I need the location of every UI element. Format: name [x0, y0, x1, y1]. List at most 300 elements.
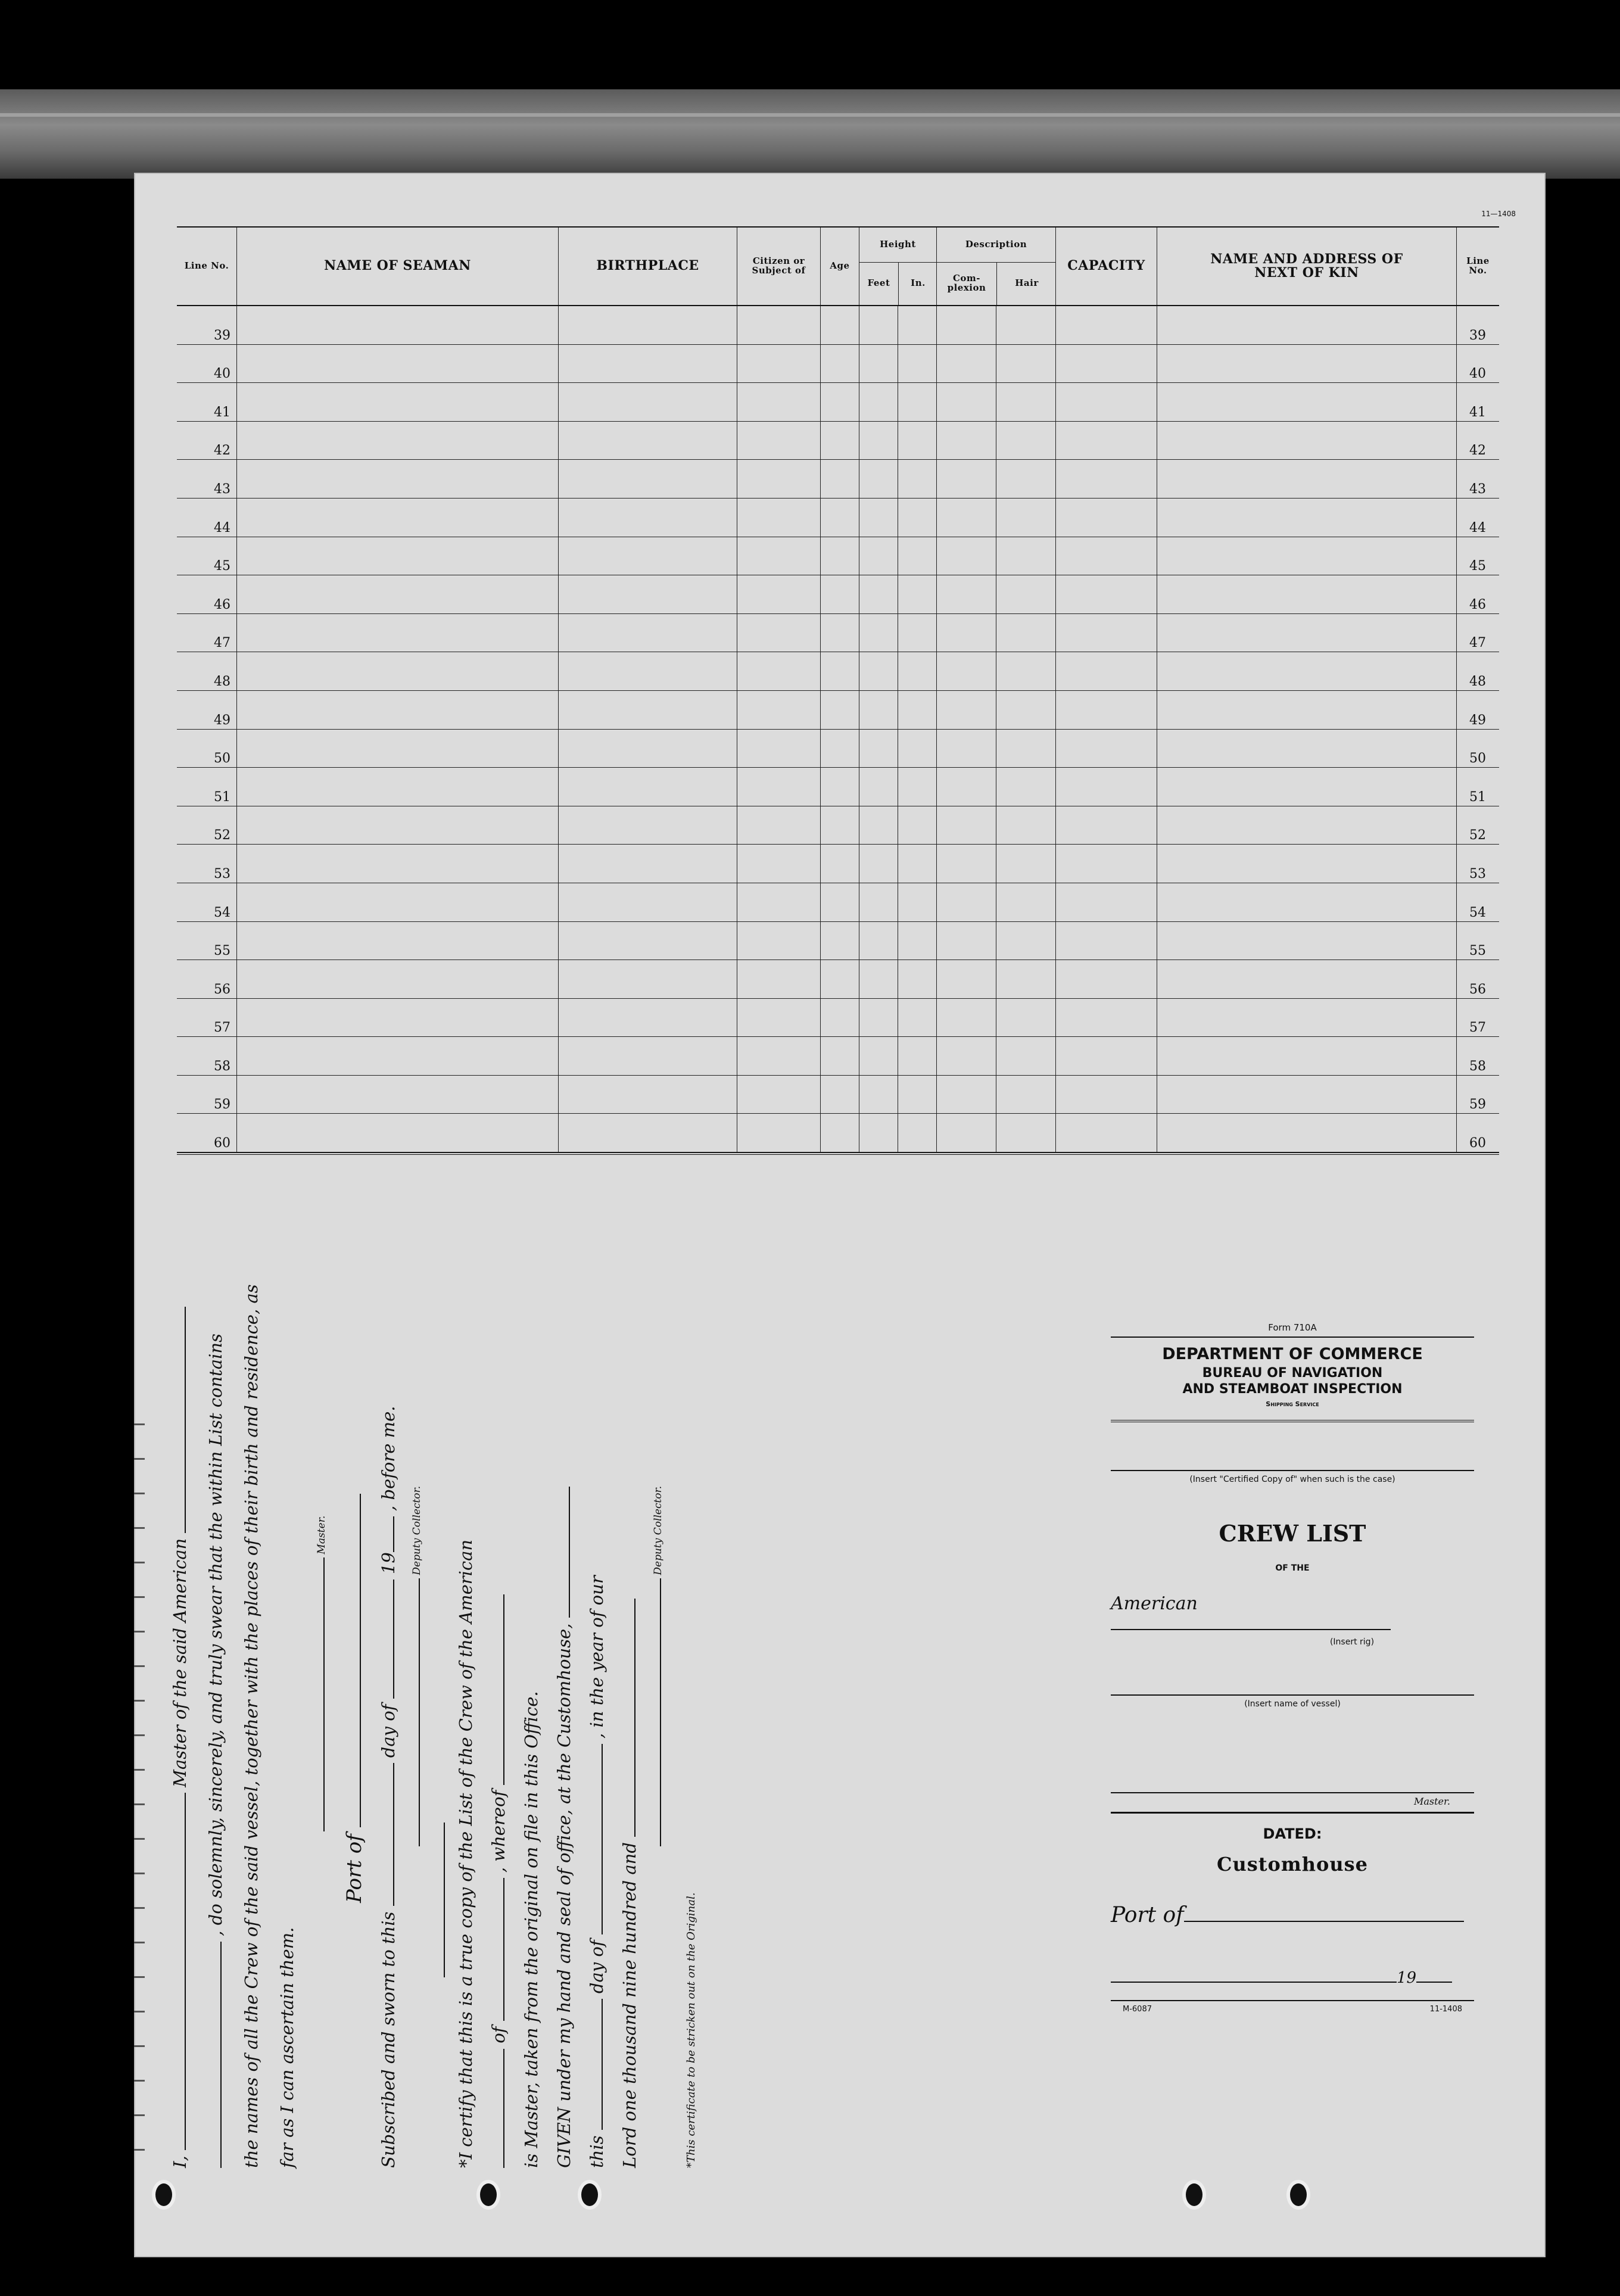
table-cell[interactable] — [1157, 422, 1456, 460]
table-cell[interactable] — [737, 883, 820, 921]
table-cell[interactable] — [737, 499, 820, 537]
margin-tick — [134, 1803, 145, 1805]
table-row — [177, 1037, 1499, 1076]
table-cell[interactable] — [820, 768, 859, 806]
table-cell[interactable] — [1055, 383, 1157, 421]
table-cell[interactable] — [898, 1076, 936, 1114]
punch-hole — [1286, 2180, 1310, 2210]
line-number-left: 60 — [214, 1136, 230, 1151]
table-cell[interactable] — [1055, 537, 1157, 575]
table-cell[interactable] — [820, 1076, 859, 1114]
table-cell[interactable] — [737, 422, 820, 460]
table-cell[interactable] — [236, 422, 558, 460]
table-cell[interactable] — [1157, 730, 1456, 768]
bureau-line-1: BUREAU OF NAVIGATION — [1202, 1366, 1383, 1381]
table-cell[interactable] — [898, 652, 936, 690]
given-place-blank[interactable] — [569, 1487, 570, 1618]
table-cell[interactable] — [236, 383, 558, 421]
table-cell[interactable] — [1157, 652, 1456, 690]
table-cell[interactable] — [236, 306, 558, 344]
code-left: M-6087 — [1123, 2005, 1152, 2014]
table-cell[interactable] — [1055, 806, 1157, 845]
table-cell[interactable] — [996, 691, 1055, 729]
table-cell[interactable] — [236, 960, 558, 998]
table-cell[interactable] — [236, 845, 558, 883]
table-cell[interactable] — [898, 768, 936, 806]
table-cell[interactable] — [936, 999, 996, 1037]
table-cell[interactable] — [1055, 999, 1157, 1037]
table-cell[interactable] — [859, 345, 898, 383]
table-cell[interactable] — [1157, 460, 1456, 498]
table-cell[interactable] — [1157, 768, 1456, 806]
table-cell[interactable] — [996, 306, 1055, 344]
table-cell[interactable] — [1055, 652, 1157, 690]
table-cell[interactable] — [936, 768, 996, 806]
table-cell[interactable] — [996, 806, 1055, 845]
table-cell[interactable] — [558, 575, 737, 613]
table-cell[interactable] — [859, 1076, 898, 1114]
table-cell[interactable] — [859, 1114, 898, 1152]
table-cell[interactable] — [1055, 614, 1157, 652]
table-cell[interactable] — [1055, 306, 1157, 344]
table-cell[interactable] — [1157, 614, 1456, 652]
table-cell[interactable] — [558, 460, 737, 498]
table-cell[interactable] — [898, 922, 936, 960]
table-cell[interactable] — [936, 1076, 996, 1114]
punch-hole — [476, 2180, 500, 2210]
table-cell[interactable] — [859, 499, 898, 537]
header-hair: Hair — [996, 262, 1057, 305]
affidavit-deputy-1 — [411, 1486, 423, 1846]
table-cell[interactable] — [936, 806, 996, 845]
table-cell[interactable] — [558, 383, 737, 421]
table-cell[interactable] — [1157, 806, 1456, 845]
table-cell[interactable] — [936, 422, 996, 460]
master-name-blank[interactable] — [185, 1793, 186, 2150]
table-cell[interactable] — [898, 575, 936, 613]
certified-copy-blank[interactable] — [1111, 1470, 1474, 1471]
table-cell[interactable] — [820, 499, 859, 537]
table-cell[interactable] — [558, 730, 737, 768]
table-cell[interactable] — [236, 922, 558, 960]
table-cell[interactable] — [936, 383, 996, 421]
table-cell[interactable] — [996, 999, 1055, 1037]
table-cell[interactable] — [558, 999, 737, 1037]
this-day-blank[interactable] — [602, 1999, 603, 2130]
table-cell[interactable] — [936, 345, 996, 383]
table-cell[interactable] — [1055, 922, 1157, 960]
crew-list-page — [134, 173, 1546, 2257]
table-cell[interactable] — [236, 730, 558, 768]
table-cell[interactable] — [898, 960, 936, 998]
margin-tick — [134, 1527, 145, 1529]
table-cell[interactable] — [859, 960, 898, 998]
table-cell[interactable] — [936, 922, 996, 960]
table-cell[interactable] — [1157, 575, 1456, 613]
table-cell[interactable] — [737, 768, 820, 806]
header-complexion: Com-plexion — [947, 273, 986, 293]
table-cell[interactable] — [737, 575, 820, 613]
table-cell[interactable] — [1055, 1114, 1157, 1152]
table-cell[interactable] — [898, 1037, 936, 1075]
table-cell[interactable] — [558, 306, 737, 344]
table-cell[interactable] — [737, 730, 820, 768]
vessel-name-blank[interactable] — [220, 1942, 222, 2168]
table-cell[interactable] — [859, 575, 898, 613]
certify-port-blank[interactable] — [503, 1878, 504, 2021]
shipping-service: Shipping Service — [1266, 1400, 1319, 1408]
table-cell[interactable] — [1157, 960, 1456, 998]
deputy-collector-label-2: Deputy Collector. — [652, 1485, 664, 1575]
table-cell[interactable] — [898, 383, 936, 421]
table-cell[interactable] — [236, 1037, 558, 1075]
table-row — [177, 537, 1499, 576]
table-cell[interactable] — [820, 575, 859, 613]
table-cell[interactable] — [996, 575, 1055, 613]
table-cell[interactable] — [820, 922, 859, 960]
table-cell[interactable] — [859, 1037, 898, 1075]
table-cell[interactable] — [558, 691, 737, 729]
table-cell[interactable] — [1055, 960, 1157, 998]
subscribed-day-blank[interactable] — [393, 1763, 394, 1906]
table-cell[interactable] — [996, 1037, 1055, 1075]
line-number-right: 53 — [1469, 866, 1486, 881]
table-cell[interactable] — [936, 960, 996, 998]
table-cell[interactable] — [1157, 537, 1456, 575]
table-cell[interactable] — [898, 730, 936, 768]
table-cell[interactable] — [1157, 1037, 1456, 1075]
table-cell[interactable] — [898, 614, 936, 652]
table-row — [177, 345, 1499, 384]
table-cell[interactable] — [558, 960, 737, 998]
vessel-type-blank[interactable] — [185, 1307, 186, 1533]
panel-mid-rule — [1111, 1812, 1474, 1814]
table-cell[interactable] — [820, 691, 859, 729]
table-cell[interactable] — [936, 652, 996, 690]
day-of-label: day of — [378, 1704, 398, 1758]
table-cell[interactable] — [1055, 422, 1157, 460]
table-cell[interactable] — [558, 806, 737, 845]
table-cell[interactable] — [936, 845, 996, 883]
affidavit-given — [554, 1487, 574, 2168]
table-cell[interactable] — [737, 306, 820, 344]
table-cell[interactable] — [859, 422, 898, 460]
line-number-left: 41 — [214, 404, 230, 420]
table-cell[interactable] — [898, 806, 936, 845]
punch-hole — [1182, 2180, 1206, 2210]
table-cell[interactable] — [996, 422, 1055, 460]
table-cell[interactable] — [996, 768, 1055, 806]
table-cell[interactable] — [1157, 345, 1456, 383]
margin-tick — [134, 1596, 145, 1598]
table-cell[interactable] — [996, 730, 1055, 768]
table-cell[interactable] — [936, 460, 996, 498]
table-cell[interactable] — [996, 614, 1055, 652]
affidavit-of-whereof — [488, 1594, 509, 2168]
table-cell[interactable] — [1055, 1076, 1157, 1114]
table-row — [177, 652, 1499, 691]
table-cell[interactable] — [898, 499, 936, 537]
table-cell[interactable] — [996, 345, 1055, 383]
table-cell[interactable] — [558, 1037, 737, 1075]
table-cell[interactable] — [859, 614, 898, 652]
table-cell[interactable] — [820, 1114, 859, 1152]
table-cell[interactable] — [859, 730, 898, 768]
panel-date-blank[interactable] — [1111, 1982, 1397, 1983]
table-cell[interactable] — [996, 1114, 1055, 1152]
subscribed-year-blank[interactable] — [393, 1516, 394, 1552]
table-cell[interactable] — [859, 845, 898, 883]
table-cell[interactable] — [236, 768, 558, 806]
table-cell[interactable] — [1055, 499, 1157, 537]
table-cell[interactable] — [236, 652, 558, 690]
table-cell[interactable] — [820, 883, 859, 921]
table-cell[interactable] — [898, 883, 936, 921]
lord-year-blank[interactable] — [634, 1599, 635, 1837]
table-cell[interactable] — [936, 691, 996, 729]
table-cell[interactable] — [236, 1114, 558, 1152]
table-cell[interactable] — [898, 345, 936, 383]
table-cell[interactable] — [820, 730, 859, 768]
table-row — [177, 768, 1499, 806]
table-cell[interactable] — [859, 883, 898, 921]
table-cell[interactable] — [1157, 999, 1456, 1037]
table-cell[interactable] — [1055, 575, 1157, 613]
table-cell[interactable] — [737, 1114, 820, 1152]
table-cell[interactable] — [236, 999, 558, 1037]
table-cell[interactable] — [737, 537, 820, 575]
line-number-right: 46 — [1469, 597, 1486, 612]
table-cell[interactable] — [236, 460, 558, 498]
table-cell[interactable] — [1157, 845, 1456, 883]
table-cell[interactable] — [558, 768, 737, 806]
table-cell[interactable] — [996, 499, 1055, 537]
table-cell[interactable] — [820, 845, 859, 883]
rig-blank[interactable] — [1111, 1629, 1391, 1630]
table-cell[interactable] — [737, 1076, 820, 1114]
table-cell[interactable] — [558, 652, 737, 690]
deputy-signature-blank-2[interactable] — [660, 1578, 661, 1846]
line-number-right: 55 — [1469, 943, 1486, 959]
table-cell[interactable] — [936, 730, 996, 768]
table-cell[interactable] — [996, 537, 1055, 575]
table-cell[interactable] — [737, 652, 820, 690]
this-month-blank[interactable] — [602, 1744, 603, 1934]
table-cell[interactable] — [898, 999, 936, 1037]
table-cell[interactable] — [737, 614, 820, 652]
lord-text: Lord one thousand nine hundred and — [619, 1842, 640, 2168]
bureau-line-2: AND STEAMBOAT INSPECTION — [1182, 1382, 1403, 1397]
table-cell[interactable] — [859, 383, 898, 421]
table-cell[interactable] — [737, 383, 820, 421]
table-cell[interactable] — [820, 460, 859, 498]
table-cell[interactable] — [820, 960, 859, 998]
table-row — [177, 614, 1499, 653]
table-cell[interactable] — [859, 691, 898, 729]
american-label: American — [1111, 1593, 1198, 1614]
table-cell[interactable] — [1055, 883, 1157, 921]
table-cell[interactable] — [236, 806, 558, 845]
table-cell[interactable] — [558, 499, 737, 537]
table-cell[interactable] — [859, 806, 898, 845]
port-blank[interactable] — [360, 1494, 361, 1827]
table-cell[interactable] — [737, 691, 820, 729]
table-cell[interactable] — [996, 652, 1055, 690]
table-cell[interactable] — [820, 652, 859, 690]
table-cell[interactable] — [820, 345, 859, 383]
table-cell[interactable] — [236, 537, 558, 575]
table-cell[interactable] — [996, 960, 1055, 998]
table-cell[interactable] — [558, 922, 737, 960]
table-cell[interactable] — [1055, 845, 1157, 883]
table-cell[interactable] — [1157, 691, 1456, 729]
table-cell[interactable] — [898, 845, 936, 883]
master-blank[interactable] — [1111, 1792, 1474, 1793]
deputy-signature-blank-1[interactable] — [419, 1578, 420, 1846]
table-cell[interactable] — [859, 768, 898, 806]
table-cell[interactable] — [737, 345, 820, 383]
table-cell[interactable] — [236, 499, 558, 537]
table-cell[interactable] — [936, 306, 996, 344]
table-cell[interactable] — [737, 1037, 820, 1075]
table-cell[interactable] — [898, 1114, 936, 1152]
vessel-name-blank[interactable] — [1111, 1694, 1474, 1696]
table-cell[interactable] — [737, 922, 820, 960]
table-cell[interactable] — [936, 1114, 996, 1152]
line-number-right: 56 — [1469, 982, 1486, 997]
table-cell[interactable] — [936, 614, 996, 652]
table-cell[interactable] — [558, 845, 737, 883]
whereof-blank[interactable] — [503, 1594, 504, 1785]
table-cell[interactable] — [936, 575, 996, 613]
table-cell[interactable] — [1157, 1076, 1456, 1114]
margin-tick — [134, 1665, 145, 1667]
insert-certified-note: (Insert "Certified Copy of" when such is the case) — [1189, 1475, 1395, 1484]
table-row — [177, 1114, 1499, 1152]
table-cell[interactable] — [1055, 345, 1157, 383]
affidavit-master-signature — [316, 1516, 328, 1831]
table-cell[interactable] — [737, 460, 820, 498]
affidavit-i: I, — [170, 2155, 190, 2168]
table-cell[interactable] — [1157, 499, 1456, 537]
table-cell[interactable] — [737, 960, 820, 998]
table-cell[interactable] — [936, 537, 996, 575]
table-cell[interactable] — [236, 575, 558, 613]
table-cell[interactable] — [558, 883, 737, 921]
margin-tick — [134, 1423, 145, 1425]
table-cell[interactable] — [859, 999, 898, 1037]
panel-port-blank[interactable] — [1184, 1921, 1464, 1922]
affidavit-block — [152, 1221, 986, 2174]
table-cell[interactable] — [236, 883, 558, 921]
table-cell[interactable] — [820, 1037, 859, 1075]
table-cell[interactable] — [820, 306, 859, 344]
table-cell[interactable] — [859, 306, 898, 344]
panel-year-blank[interactable] — [1416, 1982, 1452, 1983]
line-number-left: 51 — [214, 789, 230, 805]
table-cell[interactable] — [737, 806, 820, 845]
table-cell[interactable] — [558, 422, 737, 460]
margin-tick — [134, 1458, 145, 1460]
table-cell[interactable] — [859, 652, 898, 690]
table-cell[interactable] — [996, 1076, 1055, 1114]
table-cell[interactable] — [1157, 922, 1456, 960]
line-number-left: 46 — [214, 597, 230, 612]
table-cell[interactable] — [820, 422, 859, 460]
table-cell[interactable] — [898, 537, 936, 575]
table-cell[interactable] — [236, 345, 558, 383]
line-number-left: 39 — [214, 328, 230, 343]
line-number-left: 50 — [214, 751, 230, 767]
table-cell[interactable] — [936, 499, 996, 537]
table-row — [177, 999, 1499, 1038]
table-cell[interactable] — [996, 460, 1055, 498]
margin-tick — [134, 2011, 145, 2012]
table-cell[interactable] — [820, 383, 859, 421]
table-cell[interactable] — [859, 537, 898, 575]
table-cell[interactable] — [898, 460, 936, 498]
table-cell[interactable] — [1055, 1037, 1157, 1075]
master-signature-blank[interactable] — [323, 1557, 325, 1831]
table-cell[interactable] — [859, 460, 898, 498]
table-cell[interactable] — [820, 614, 859, 652]
table-cell[interactable] — [820, 537, 859, 575]
table-cell[interactable] — [936, 1037, 996, 1075]
table-cell[interactable] — [898, 306, 936, 344]
table-cell[interactable] — [898, 422, 936, 460]
table-cell[interactable] — [1157, 1114, 1456, 1152]
table-cell[interactable] — [558, 614, 737, 652]
header-next-of-kin: NAME AND ADDRESS OF NEXT OF KIN — [1157, 228, 1456, 305]
table-cell[interactable] — [558, 1076, 737, 1114]
table-cell[interactable] — [1055, 768, 1157, 806]
table-cell[interactable] — [898, 691, 936, 729]
table-cell[interactable] — [737, 845, 820, 883]
table-cell[interactable] — [558, 345, 737, 383]
line-number-right: 42 — [1469, 443, 1486, 459]
table-cell[interactable] — [1055, 691, 1157, 729]
table-cell[interactable] — [1157, 383, 1456, 421]
deputy-collector-label-1: Deputy Collector. — [411, 1485, 423, 1575]
table-cell[interactable] — [820, 806, 859, 845]
line-number-right: 45 — [1469, 559, 1486, 574]
insert-rig-note: (Insert rig) — [1329, 1637, 1375, 1647]
table-cell[interactable] — [996, 922, 1055, 960]
table-cell[interactable] — [737, 999, 820, 1037]
table-cell[interactable] — [558, 1114, 737, 1152]
line-number-left: 58 — [214, 1058, 230, 1074]
subscribed-month-blank[interactable] — [393, 1580, 394, 1699]
table-cell[interactable] — [236, 691, 558, 729]
table-cell[interactable] — [236, 614, 558, 652]
margin-tick — [134, 1873, 145, 1874]
table-cell[interactable] — [996, 383, 1055, 421]
table-cell[interactable] — [1055, 730, 1157, 768]
certify-vessel-blank[interactable] — [503, 2049, 504, 2168]
line-number-left: 47 — [214, 635, 230, 651]
table-cell[interactable] — [996, 845, 1055, 883]
table-cell[interactable] — [1157, 306, 1456, 344]
table-cell[interactable] — [996, 883, 1055, 921]
line-number-right: 59 — [1469, 1097, 1486, 1113]
table-cell[interactable] — [1157, 883, 1456, 921]
table-cell[interactable] — [859, 922, 898, 960]
table-cell[interactable] — [558, 537, 737, 575]
table-cell[interactable] — [936, 883, 996, 921]
table-cell[interactable] — [1055, 460, 1157, 498]
table-cell[interactable] — [820, 999, 859, 1037]
table-cell[interactable] — [236, 1076, 558, 1114]
